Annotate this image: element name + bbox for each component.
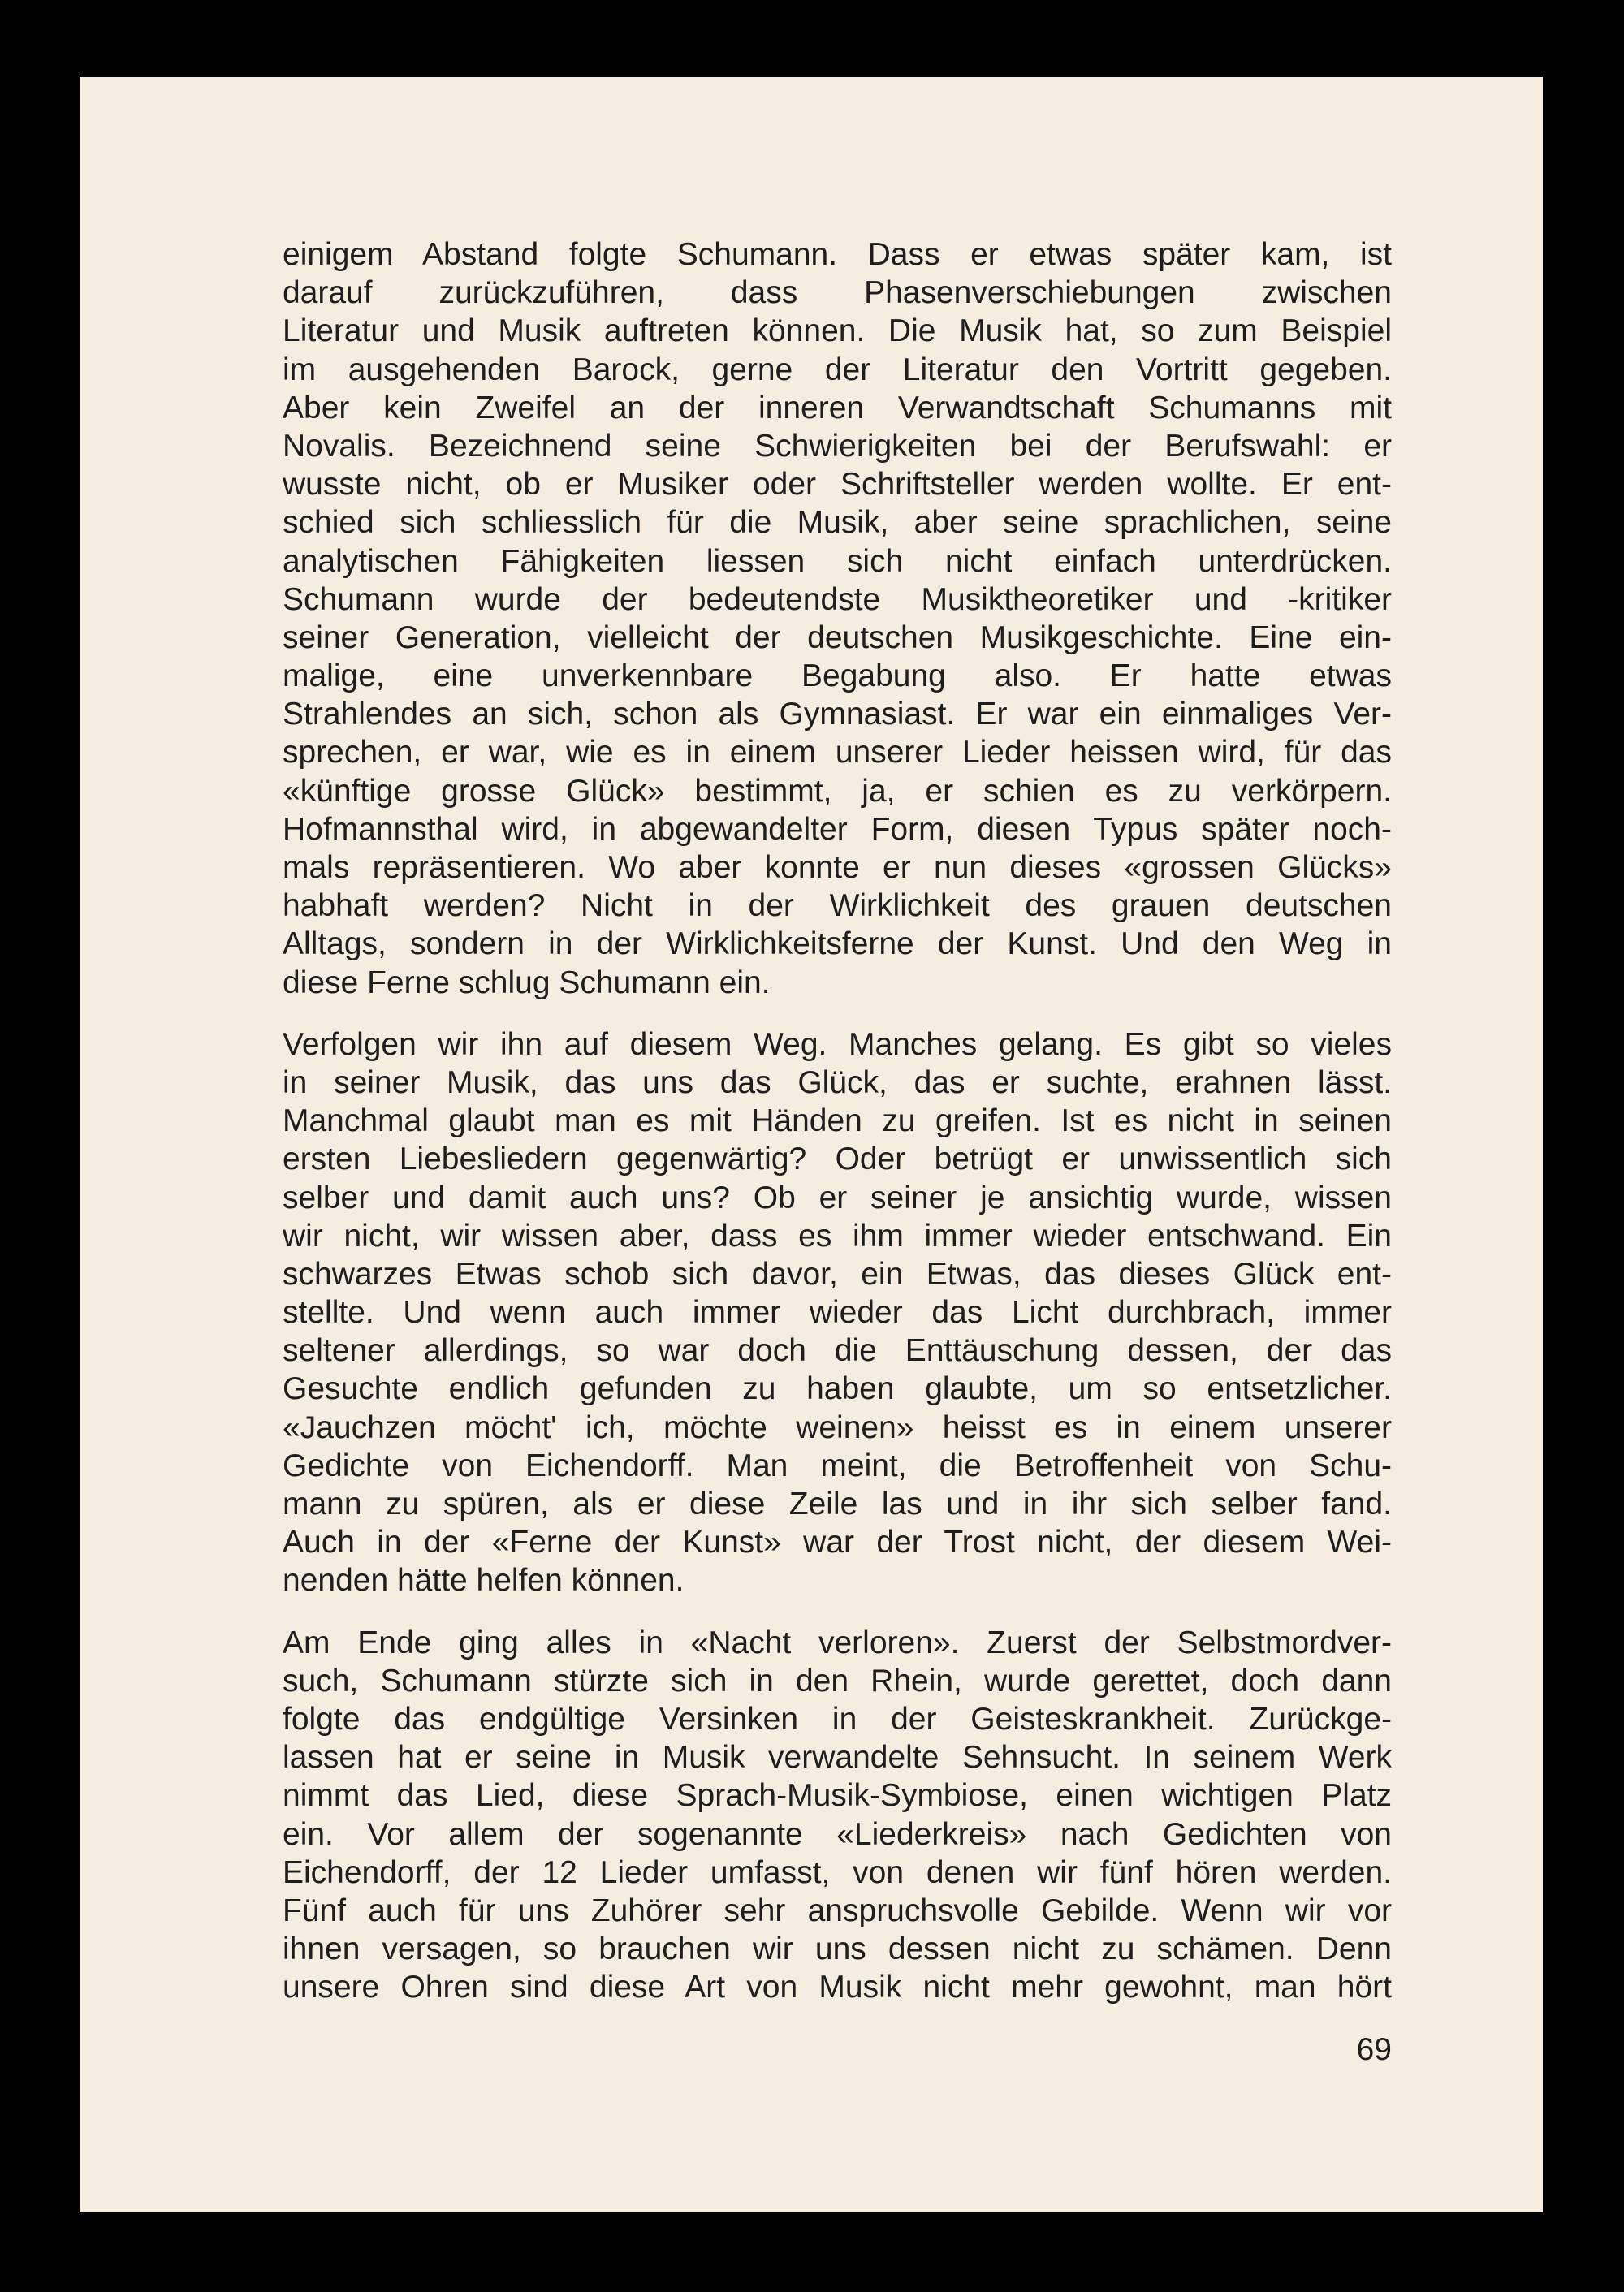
text-line: Strahlendes an sich, schon als Gymnasiast. Er war ein einmaliges Ver- xyxy=(283,697,1392,732)
text-line: Auch in der «Ferne der Kunst» war der Trost nicht, der diesem Wei- xyxy=(283,1525,1392,1560)
text-line: Hofmannsthal wird, in abgewandelter Form, diesen Typus später noch- xyxy=(283,811,1392,847)
text-line: einigem Abstand folgte Schumann. Dass er etwas später kam, ist xyxy=(283,237,1392,272)
text-line: unsere Ohren sind diese Art von Musik nicht mehr gewohnt, man hört xyxy=(283,1970,1392,2005)
text-line: Alltags, sondern in der Wirklichkeitsferne der Kunst. Und den Weg in xyxy=(283,926,1392,962)
text-line: schwarzes Etwas schob sich davor, ein Etwas, das dieses Glück ent- xyxy=(283,1256,1392,1292)
text-line: nimmt das Lied, diese Sprach-Musik-Symbiose, einen wichtigen Platz xyxy=(283,1778,1392,1814)
text-line: wir nicht, wir wissen aber, dass es ihm immer wieder entschwand. Ein xyxy=(283,1218,1392,1254)
text-line: darauf zurückzuführen, dass Phasenverschiebungen zwischen xyxy=(283,275,1392,311)
text-line: Aber kein Zweifel an der inneren Verwandtschaft Schumanns mit xyxy=(283,390,1392,425)
book-page xyxy=(80,77,1543,2212)
text-line: such, Schumann stürzte sich in den Rhein, wurde gerettet, doch dann xyxy=(283,1663,1392,1698)
text-line: ersten Liebesliedern gegenwärtig? Oder betrügt er unwissentlich sich xyxy=(283,1142,1392,1177)
text-line: Schumann wurde der bedeutendste Musiktheoretiker und -kritiker xyxy=(283,581,1392,617)
text-line: sprechen, er war, wie es in einem unserer Lieder heissen wird, für das xyxy=(283,735,1392,770)
paragraph xyxy=(283,235,1392,1002)
text-line: seltener allerdings, so war doch die Enttäuschung dessen, der das xyxy=(283,1333,1392,1369)
text-line: wusste nicht, ob er Musiker oder Schriftsteller werden wollte. Er ent- xyxy=(283,467,1392,503)
text-line: ein. Vor allem der sogenannte «Liederkreis» nach Gedichten von xyxy=(283,1816,1392,1852)
text-line: «Jauchzen möcht' ich, möchte weinen» heisst es in einem unserer xyxy=(283,1409,1392,1445)
body-text xyxy=(283,235,1392,2030)
text-line: nenden hätte helfen können. xyxy=(283,1563,685,1599)
text-line: analytischen Fähigkeiten liessen sich nicht einfach unterdrücken. xyxy=(283,543,1392,579)
text-line: mann zu spüren, als er diese Zeile las und in ihr sich selber fand. xyxy=(283,1487,1392,1522)
text-line: malige, eine unverkennbare Begabung also. Er hatte etwas xyxy=(283,658,1392,694)
text-line: «künftige grosse Glück» bestimmt, ja, er schien es zu verkörpern. xyxy=(283,773,1392,809)
text-line: schied sich schliesslich für die Musik, aber seine sprachlichen, seine xyxy=(283,505,1392,541)
text-line: folgte das endgültige Versinken in der Geisteskrankheit. Zurückge- xyxy=(283,1701,1392,1737)
page-number: 69 xyxy=(1356,2032,1392,2067)
text-line: Literatur und Musik auftreten können. Die Musik hat, so zum Beispiel xyxy=(283,313,1392,349)
text-line: Novalis. Bezeichnend seine Schwierigkeiten bei der Berufswahl: er xyxy=(283,428,1392,464)
text-line: Verfolgen wir ihn auf diesem Weg. Manches gelang. Es gibt so vieles xyxy=(283,1026,1392,1062)
text-line: in seiner Musik, das uns das Glück, das er suchte, erahnen lässt. xyxy=(283,1064,1392,1100)
text-line: selber und damit auch uns? Ob er seiner je ansichtig wurde, wissen xyxy=(283,1180,1392,1215)
text-line: Gedichte von Eichendorff. Man meint, die Betroffenheit von Schu- xyxy=(283,1448,1392,1483)
text-line: Am Ende ging alles in «Nacht verloren». Zuerst der Selbstmordver- xyxy=(283,1625,1392,1660)
text-line: seiner Generation, vielleicht der deutschen Musikgeschichte. Eine ein- xyxy=(283,619,1392,655)
text-line: habhaft werden? Nicht in der Wirklichkeit des grauen deutschen xyxy=(283,888,1392,924)
text-line: Manchmal glaubt man es mit Händen zu greifen. Ist es nicht in seinen xyxy=(283,1103,1392,1139)
text-line: lassen hat er seine in Musik verwandelte Sehnsucht. In seinem Werk xyxy=(283,1740,1392,1776)
text-line: diese Ferne schlug Schumann ein. xyxy=(283,965,771,1000)
text-line: ihnen versagen, so brauchen wir uns dessen nicht zu schämen. Denn xyxy=(283,1932,1392,1967)
text-line: stellte. Und wenn auch immer wieder das Licht durchbrach, immer xyxy=(283,1295,1392,1331)
text-line: Gesuchte endlich gefunden zu haben glaubte, um so entsetzlicher. xyxy=(283,1371,1392,1407)
text-line: im ausgehenden Barock, gerne der Literatur den Vortritt gegeben. xyxy=(283,352,1392,387)
text-line: Eichendorff, der 12 Lieder umfasst, von denen wir fünf hören werden. xyxy=(283,1854,1392,1890)
text-line: Fünf auch für uns Zuhörer sehr anspruchsvolle Gebilde. Wenn wir vor xyxy=(283,1893,1392,1928)
text-line: mals repräsentieren. Wo aber konnte er nun dieses «grossen Glücks» xyxy=(283,850,1392,885)
paragraph xyxy=(283,1025,1392,1600)
paragraph xyxy=(283,1624,1392,2007)
